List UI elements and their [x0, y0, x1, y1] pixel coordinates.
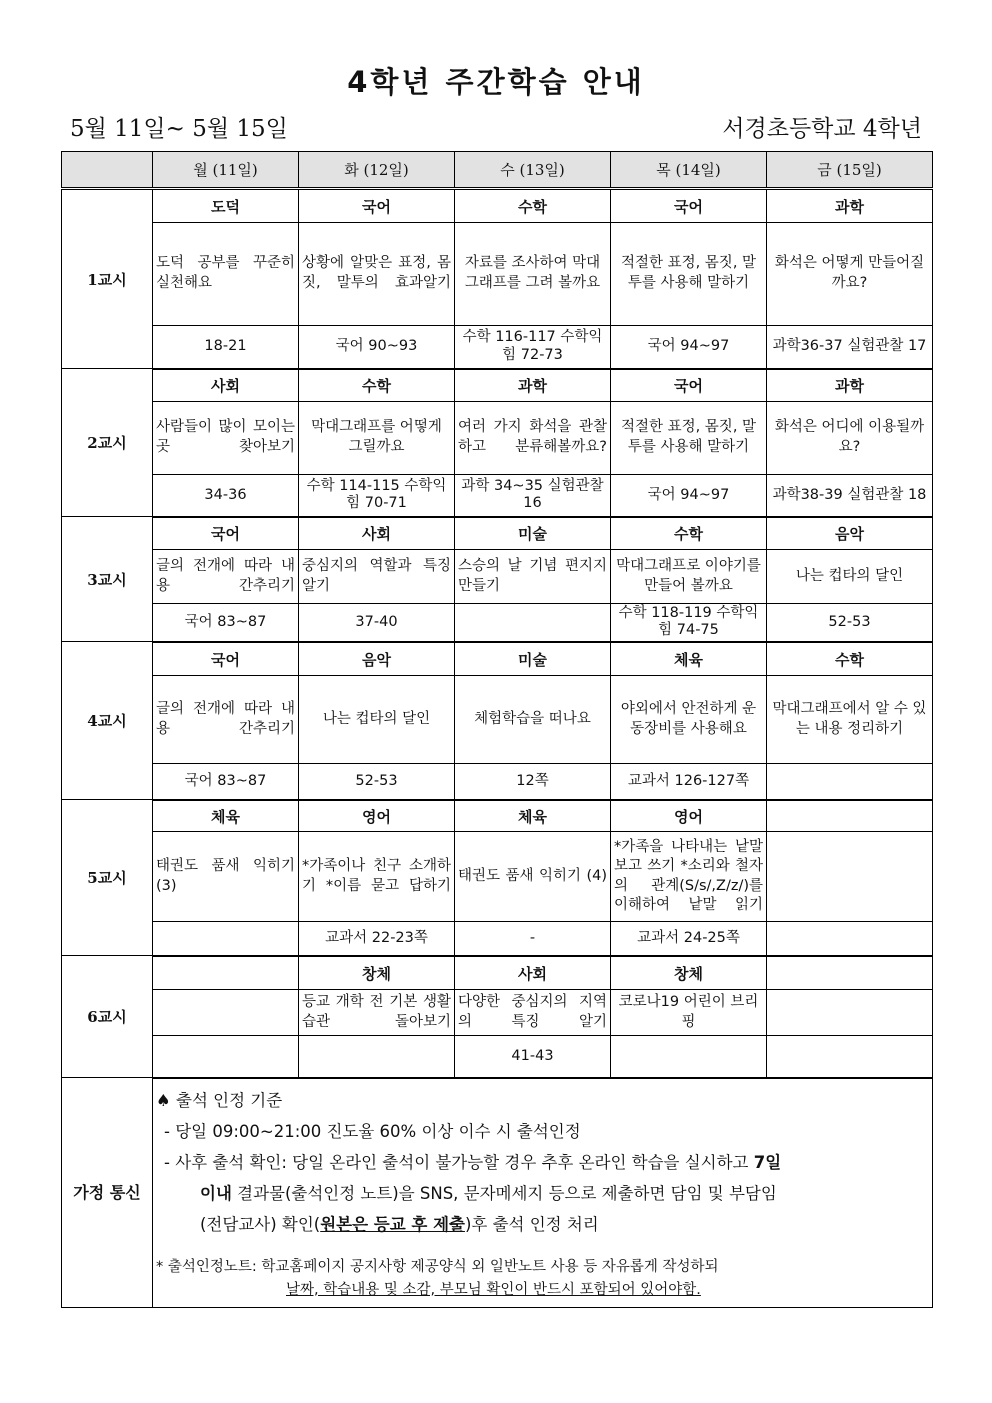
period-label: 4교시 [62, 642, 153, 800]
content-cell: 태권도 품새 익히기 (4) [455, 832, 611, 922]
subject-cell: 과학 [455, 369, 611, 402]
content-cell: 등교 개학 전 기본 생활습관 돌아보기 [299, 990, 455, 1036]
notice-row [62, 1078, 933, 1308]
school-name: 서경초등학교 4학년 [722, 116, 922, 142]
content-cell: 태권도 품새 익히기 (3) [153, 832, 299, 922]
content-cell: 적절한 표정, 몸짓, 말투를 사용해 말하기 [611, 223, 767, 326]
subject-cell [767, 956, 933, 990]
subject-cell: 과학 [767, 189, 933, 223]
content-cell: 체험학습을 떠나요 [455, 676, 611, 764]
pages-cell [767, 764, 933, 800]
subject-row [62, 517, 933, 550]
notice-line: - 당일 09:00~21:00 진도율 60% 이상 이수 시 출석인정 [164, 1121, 581, 1141]
pages-row [62, 604, 933, 642]
pages-cell: 과학38-39 실험관찰 18 [767, 475, 933, 517]
content-cell: 도덕 공부를 꾸준히 실천해요 [153, 223, 299, 326]
pages-row [62, 475, 933, 517]
subject-cell: 사회 [299, 517, 455, 550]
footnote: 날짜, 학습내용 및 소감, 부모님 확인이 반드시 포함되어 있어야함. [286, 1281, 701, 1298]
content-cell: 글의 전개에 따라 내용 간추리기 [153, 550, 299, 604]
content-cell: 화석은 어떻게 만들어질까요? [767, 223, 933, 326]
content-cell [153, 990, 299, 1036]
notice-text: )후 출석 인정 처리 [464, 1214, 599, 1234]
notice-line [156, 1178, 929, 1209]
content-row [62, 223, 933, 326]
subject-cell: 영어 [299, 800, 455, 832]
content-cell: 화석은 어디에 이용될까요? [767, 402, 933, 475]
subject-cell: 사회 [455, 956, 611, 990]
subject-cell [153, 956, 299, 990]
notice-text: 결과물(출석인정 노트)을 SNS, 문자메세지 등으로 제출하면 담임 및 부담임 [231, 1183, 777, 1203]
content-cell: 자료를 조사하여 막대그래프를 그려 볼까요 [455, 223, 611, 326]
content-cell: 코로나19 어린이 브리핑 [611, 990, 767, 1036]
pages-row [62, 764, 933, 800]
pages-cell: 37-40 [299, 604, 455, 642]
pages-cell: 교과서 22-23쪽 [299, 922, 455, 956]
subject-cell: 음악 [299, 642, 455, 676]
page-title: 4학년 주간학습 안내 [347, 65, 645, 99]
subject-row [62, 189, 933, 223]
notice-text: - 사후 출석 확인: 당일 온라인 출석이 불가능할 경우 추후 온라인 학습을 실시하고 [164, 1152, 754, 1172]
pages-cell: 국어 83~87 [153, 604, 299, 642]
subject-cell: 창체 [299, 956, 455, 990]
period-label: 5교시 [62, 800, 153, 956]
notice-heading: ♠ 출석 인정 기준 [156, 1090, 283, 1110]
content-cell [767, 990, 933, 1036]
period-label: 3교시 [62, 517, 153, 642]
pages-cell: 과학 34~35 실험관찰 16 [455, 475, 611, 517]
notice-text: (전담교사) 확인( [200, 1214, 321, 1234]
subject-cell: 체육 [611, 642, 767, 676]
content-cell: 야외에서 안전하게 운동장비를 사용해요 [611, 676, 767, 764]
subject-cell: 체육 [153, 800, 299, 832]
subject-cell: 수학 [767, 642, 933, 676]
subject-cell: 국어 [611, 189, 767, 223]
subject-cell: 국어 [153, 517, 299, 550]
subject-cell: 음악 [767, 517, 933, 550]
period-label: 6교시 [62, 956, 153, 1078]
subject-row [62, 800, 933, 832]
content-cell: 스승의 날 기념 편지지 만들기 [455, 550, 611, 604]
subject-cell: 수학 [299, 369, 455, 402]
notice-content [153, 1078, 933, 1308]
content-cell: 막대그래프를 어떻게 그릴까요 [299, 402, 455, 475]
header-corner [62, 152, 153, 189]
pages-cell [455, 604, 611, 642]
subject-cell: 미술 [455, 517, 611, 550]
notice-bold: 이내 [200, 1183, 232, 1203]
pages-cell: 18-21 [153, 326, 299, 369]
content-cell: 막대그래프로 이야기를 만들어 볼까요 [611, 550, 767, 604]
content-cell [767, 832, 933, 922]
subject-cell: 영어 [611, 800, 767, 832]
pages-cell: 국어 94~97 [611, 475, 767, 517]
subject-cell [767, 800, 933, 832]
subject-cell: 체육 [455, 800, 611, 832]
date-range: 5월 11일~ 5월 15일 [70, 116, 288, 142]
subject-row [62, 956, 933, 990]
day-header: 월 (11일) [153, 152, 299, 189]
day-header: 목 (14일) [611, 152, 767, 189]
content-row [62, 402, 933, 475]
content-cell: 글의 전개에 따라 내용 간추리기 [153, 676, 299, 764]
pages-cell: 52-53 [299, 764, 455, 800]
pages-cell [153, 1036, 299, 1078]
notice-line [156, 1147, 929, 1178]
content-cell: 막대그래프에서 알 수 있는 내용 정리하기 [767, 676, 933, 764]
content-cell: *가족을 나타내는 낱말 보고 쓰기 *소리와 철자의 관계(S/s/,Z/z/)를 이해하여 낱말 읽기 [611, 832, 767, 922]
day-header: 화 (12일) [299, 152, 455, 189]
pages-cell: 수학 116-117 수학익힘 72-73 [455, 326, 611, 369]
pages-cell: - [455, 922, 611, 956]
subject-cell: 수학 [455, 189, 611, 223]
footnote: * 출석인정노트: 학교홈페이지 공지사항 제공양식 외 일반노트 사용 등 자유롭게 작성하되 [156, 1258, 719, 1275]
pages-row [62, 1036, 933, 1078]
day-header: 금 (15일) [767, 152, 933, 189]
pages-cell: 교과서 24-25쪽 [611, 922, 767, 956]
pages-cell [153, 922, 299, 956]
pages-cell: 수학 118-119 수학익힘 74-75 [611, 604, 767, 642]
subject-cell: 과학 [767, 369, 933, 402]
subject-cell: 도덕 [153, 189, 299, 223]
content-cell: 적절한 표정, 몸짓, 말투를 사용해 말하기 [611, 402, 767, 475]
subject-cell: 국어 [153, 642, 299, 676]
content-row [62, 990, 933, 1036]
pages-cell [767, 922, 933, 956]
subject-cell: 수학 [611, 517, 767, 550]
subject-cell: 국어 [611, 369, 767, 402]
pages-row [62, 922, 933, 956]
day-header: 수 (13일) [455, 152, 611, 189]
notice-label: 가정 통신 [62, 1078, 153, 1308]
content-cell: *가족이나 친구 소개하기 *이름 묻고 답하기 [299, 832, 455, 922]
notice-bold: 7일 [753, 1152, 782, 1172]
header-row [62, 152, 933, 189]
content-cell: 다양한 중심지의 지역의 특징 알기 [455, 990, 611, 1036]
subject-row [62, 642, 933, 676]
pages-cell: 교과서 126-127쪽 [611, 764, 767, 800]
pages-cell: 국어 83~87 [153, 764, 299, 800]
subject-row [62, 369, 933, 402]
subject-cell: 사회 [153, 369, 299, 402]
pages-cell: 국어 94~97 [611, 326, 767, 369]
period-label: 2교시 [62, 369, 153, 517]
pages-cell: 12쪽 [455, 764, 611, 800]
content-row [62, 550, 933, 604]
pages-cell: 34-36 [153, 475, 299, 517]
notice-line [156, 1209, 929, 1240]
pages-cell [611, 1036, 767, 1078]
pages-cell [299, 1036, 455, 1078]
subject-cell: 국어 [299, 189, 455, 223]
pages-row [62, 326, 933, 369]
content-cell: 여러 가지 화석을 관찰하고 분류해볼까요? [455, 402, 611, 475]
content-row [62, 832, 933, 922]
pages-cell: 과학36-37 실험관찰 17 [767, 326, 933, 369]
subject-cell: 미술 [455, 642, 611, 676]
pages-cell [767, 1036, 933, 1078]
notice-underline: 원본은 등교 후 제출 [320, 1214, 465, 1234]
pages-cell: 41-43 [455, 1036, 611, 1078]
content-cell: 나는 컵타의 달인 [299, 676, 455, 764]
pages-cell: 수학 114-115 수학익힘 70-71 [299, 475, 455, 517]
weekly-schedule-table [61, 151, 933, 1308]
pages-cell: 국어 90~93 [299, 326, 455, 369]
content-cell: 나는 컵타의 달인 [767, 550, 933, 604]
content-cell: 중심지의 역할과 특징 알기 [299, 550, 455, 604]
period-label: 1교시 [62, 189, 153, 369]
content-cell: 사람들이 많이 모이는 곳 찾아보기 [153, 402, 299, 475]
content-cell: 상황에 알맞은 표정, 몸짓, 말투의 효과알기 [299, 223, 455, 326]
subject-cell: 창체 [611, 956, 767, 990]
pages-cell: 52-53 [767, 604, 933, 642]
content-row [62, 676, 933, 764]
